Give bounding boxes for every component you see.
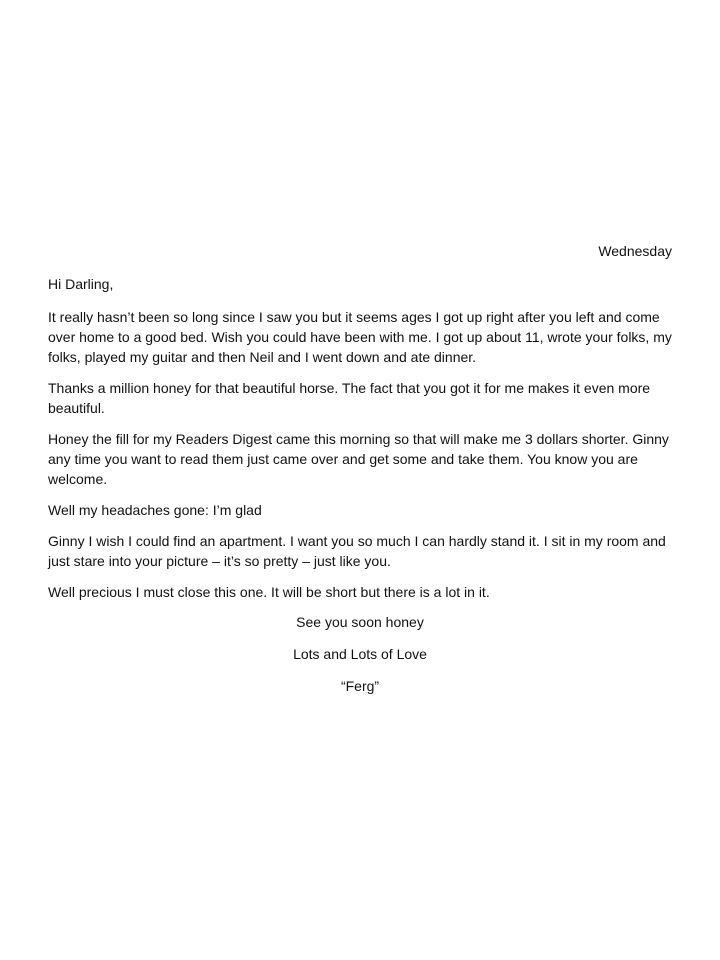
signature: “Ferg” — [340, 678, 380, 694]
letter-body — [48, 242, 672, 709]
letter-salutation: Hi Darling, — [48, 276, 114, 292]
letter-paragraph: Well precious I must close this one. It will be short but there is a lot in it. — [48, 584, 490, 600]
closing-line-see-you: See you soon honey — [296, 614, 424, 630]
letter-paragraph: Ginny I wish I could find an apartment. I want you so much I can hardly stand it. I sit in my room and just stare into your picture – it’s so pretty – just like you. — [48, 533, 666, 569]
letter-date: Wednesday — [598, 243, 672, 259]
letter-paragraph: Well my headaches gone: I’m glad — [48, 502, 262, 518]
letter-paragraph: Thanks a million honey for that beautiful horse. The fact that you got it for me makes it even more beautiful. — [48, 380, 651, 416]
letter-paragraph: Honey the fill for my Readers Digest came this morning so that will make me 3 dollars shorter. Ginny any time you want to read them just came over and get some and take them. You know you are welcome. — [48, 431, 669, 487]
closing-line-love: Lots and Lots of Love — [293, 646, 427, 662]
letter-paragraph: It really hasn’t been so long since I saw you but it seems ages I got up right after you left and come over home to a good bed. Wish you could have been with me. I got up about 11, wrote your folks, my folks, played my guitar and then Neil and I went down and ate dinner. — [48, 309, 672, 365]
